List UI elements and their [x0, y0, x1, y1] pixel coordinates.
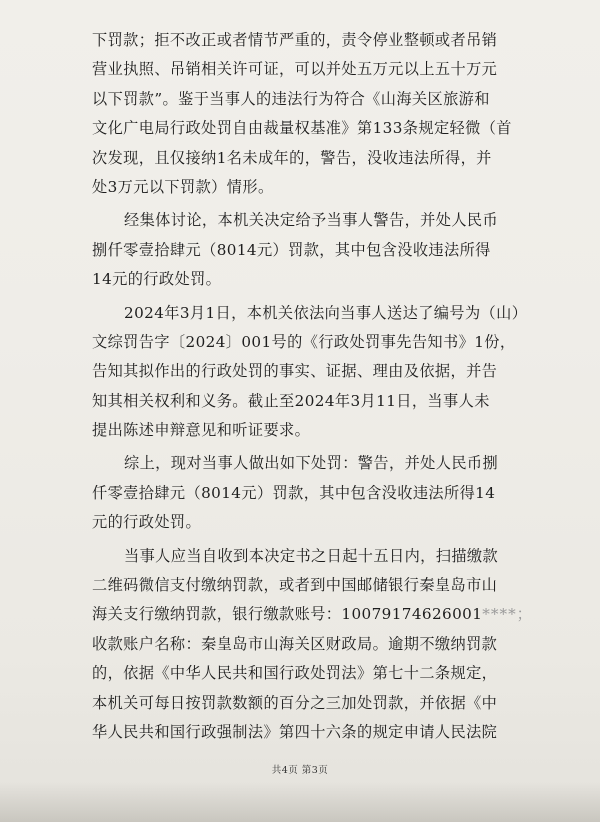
page-number: 共4页 第3页 — [271, 765, 329, 776]
text-line: 告知其拟作出的行政处罚的事实、证据、理由及依据，并告 — [92, 362, 498, 381]
redacted-digits: ****； — [482, 605, 533, 624]
text-line: 的，依据《中华人民共和国行政处罚法》第七十二条规定， — [92, 664, 498, 683]
text-line: 处3万元以下罚款）情形。 — [92, 177, 274, 196]
text-line: 本机关可每日按罚款数额的百分之三加处罚款，并依据《中 — [92, 693, 498, 712]
text-line: 次发现，且仅接纳1名未成年的，警告，没收违法所得，并 — [92, 148, 492, 167]
text-line: 综上，现对当事人做出如下处罚：警告，并处人民币捌 — [124, 454, 499, 473]
text-line: 经集体讨论，本机关决定给予当事人警告，并处人民币 — [124, 211, 499, 230]
page-shadow — [0, 782, 600, 822]
text-line: 华人民共和国行政强制法》第四十六条的规定申请人民法院 — [92, 722, 498, 741]
text-line: 提出陈述申辩意见和听证要求。 — [92, 421, 311, 440]
text-line: 仟零壹拾肆元（8014元）罚款，其中包含没收违法所得14 — [92, 483, 496, 502]
account-line — [92, 600, 538, 629]
document-body — [92, 26, 538, 747]
text-line: 下罚款；拒不改正或者情节严重的，责令停业整顿或者吊销 — [92, 31, 498, 49]
text-line: 以下罚款”。鉴于当事人的违法行为符合《山海关区旅游和 — [92, 89, 490, 108]
text-line: 2024年3月1日，本机关依法向当事人送达了编号为（山） — [124, 303, 528, 322]
account-number: 海关支行缴纳罚款，银行缴款账号：10079174626001 — [92, 605, 483, 624]
text-line: 当事人应当自收到本决定书之日起十五日内，扫描缴款 — [124, 546, 499, 565]
text-line: 知其相关权利和义务。截止至2024年3月11日，当事人未 — [92, 391, 490, 410]
text-line: 元的行政处罚。 — [92, 513, 202, 532]
text-line: 营业执照、吊销相关许可证，可以并处五万元以上五十万元 — [92, 60, 498, 79]
text-line: 收款账户名称：秦皇岛市山海关区财政局。逾期不缴纳罚款 — [92, 634, 498, 653]
text-line: 二维码微信支付缴纳罚款，或者到中国邮储银行秦皇岛市山 — [92, 576, 498, 595]
text-line: 文综罚告字〔2024〕001号的《行政处罚事先告知书》1份， — [92, 332, 516, 351]
text-line: 文化广电局行政处罚自由裁量权基准》第133条规定轻微（首 — [92, 119, 512, 138]
text-line: 14元的行政处罚。 — [92, 270, 222, 289]
text-line: 捌仟零壹拾肆元（8014元）罚款，其中包含没收违法所得 — [92, 240, 491, 259]
